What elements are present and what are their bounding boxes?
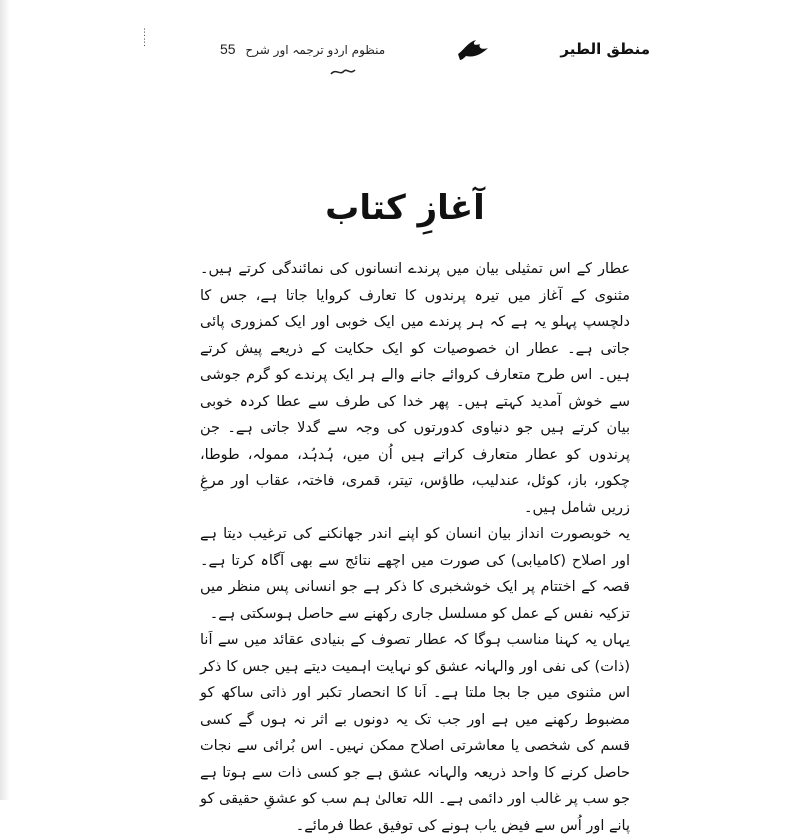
flourish-icon (330, 66, 356, 78)
running-header (220, 34, 650, 64)
body-text (200, 256, 630, 839)
edge-marks: ⋮ ⋮ (140, 28, 149, 48)
paragraph: عطار کے اس تمثیلی بیان میں پرندے انسانوں کی نمائندگی کرتے ہیں۔ مثنوی کے آغاز میں تیرہ پرندوں کا تعارف کروایا جاتا ہے، جس کا دلچسپ پہلو یہ ہے کہ ہر پرندے میں ایک خوبی اور ایک کمزوری پائی جاتی ہے۔ عطار ان خصوصیات کو ایک حکایت کے ذریعے پیش کرتے ہیں۔ اس طرح متعارف کروائے جانے والے ہر ایک پرندے کو گرم جوشی سے خوش آمدید کہتے ہیں۔ پھر خدا کی طرف سے عطا کردہ خوبی بیان کرتے ہیں جو دنیاوی کدورتوں کی وجہ سے گدلا جاتی ہے۔ جن پرندوں کو عطار متعارف کراتے ہیں اُن میں، ہُدہُد، ممولہ، طوطا، چکور، باز، کوئل، عندلیب، طاؤس، تیتر، قمری، فاختہ، عقاب اور مرغِ زریں شامل ہیں۔ (200, 261, 630, 516)
bird-icon (456, 36, 490, 62)
page-gutter (0, 0, 10, 800)
paragraph: یہاں یہ کہنا مناسب ہوگا کہ عطار تصوف کے بنیادی عقائد میں سے اَنا (ذات) کی نفی اور والہانہ عشق کو نہایت اہمیت دیتے ہیں جس کا ذکر اس مثنوی میں جا بجا ملتا ہے۔ اَنا کا انحصار تکبر اور ذاتی ساکھ کو مضبوط رکھنے میں ہے اور جب تک یہ دونوں بے اثر نہ ہوں گے کسی قسم کی شخصی یا معاشرتی اصلاح ممکن نہیں۔ اس بُرائی سے نجات حاصل کرنے کا واحد ذریعہ والہانہ عشق ہے جو کسی ذات سے ہوتا ہے جو سب پر غالب اور دائمی ہے۔ اللہ تعالیٰ ہم سب کو عشقِ حقیقی کو پانے اور اُس سے فیض یاب ہونے کی توفیق عطا فرمائے۔ (200, 632, 630, 834)
page-number: 55 (220, 41, 236, 57)
header-subtitle (220, 41, 385, 57)
header-book-title: منطق الطیر (560, 40, 650, 58)
paragraph: یہ خوبصورت انداز بیان انسان کو اپنے اندر جھانکنے کی ترغیب دیتا ہے اور اصلاح (کامیابی) کی صورت میں اچھے نتائج سے بھی آگاہ کرتا ہے۔ قصہ کے اختتام پر ایک خوشخبری کا ذکر ہے جو انسانی پس منظر میں تزکیہ نفس کے عمل کو مسلسل جاری رکھنے سے حاصل ہوسکتی ہے۔ (200, 526, 630, 622)
header-subtitle-text: منظوم اردو ترجمہ اور شرح (245, 43, 386, 57)
chapter-title: آغازِ کتاب (325, 188, 485, 228)
